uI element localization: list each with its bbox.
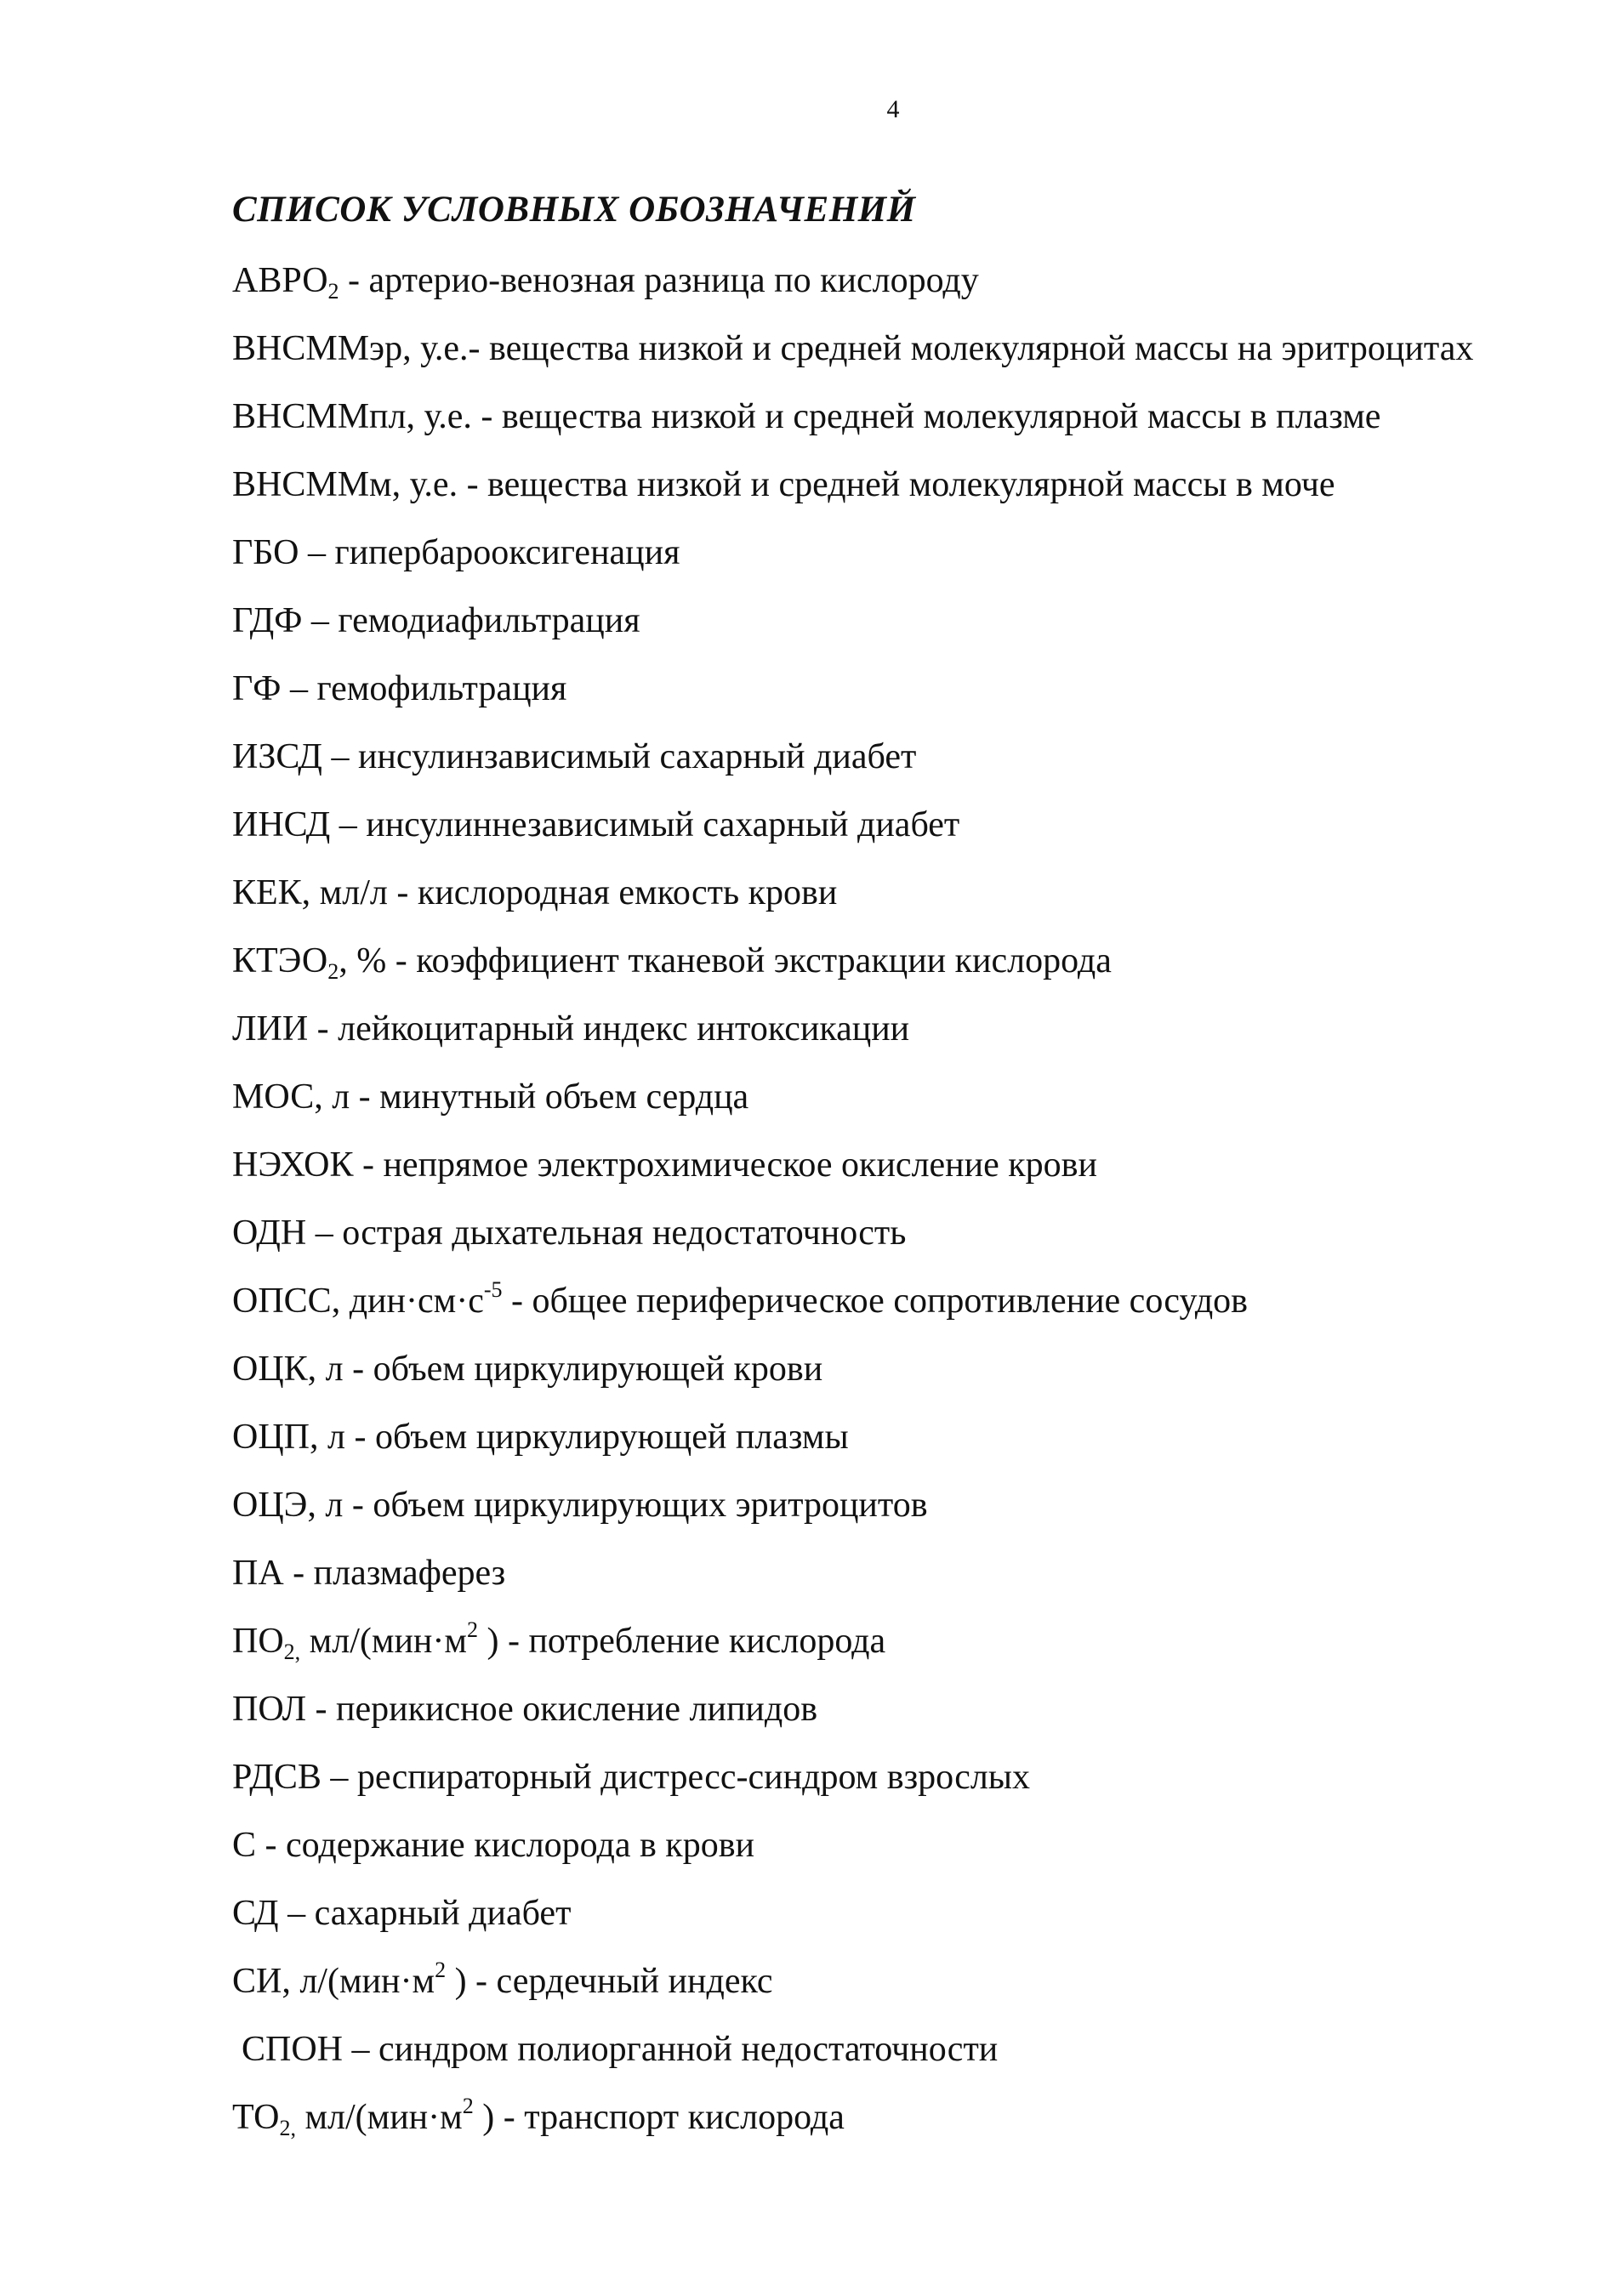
entry-text: ИНСД – инсулиннезависимый сахарный диабет — [232, 805, 960, 844]
list-item — [232, 1003, 1473, 1071]
entry-text: ) - транспорт кислорода — [473, 2098, 845, 2137]
entry-text: КТЭО — [232, 941, 328, 980]
abbreviation-list — [232, 255, 1473, 2160]
list-item — [232, 459, 1473, 527]
entry-subscript: 2 — [327, 279, 339, 304]
entry-text: - общее периферическое сопротивление сосудов — [502, 1282, 1249, 1321]
list-item — [232, 323, 1473, 391]
list-item — [232, 1071, 1473, 1139]
entry-text: ОЦП, л - объем циркулирующей плазмы — [232, 1418, 849, 1457]
list-item — [232, 1684, 1473, 1752]
list-item — [232, 1548, 1473, 1616]
entry-text: мл/(мин·м — [295, 2098, 463, 2137]
entry-text: ПА - плазмаферез — [232, 1554, 506, 1593]
entry-text: - артерио-венозная разница по кислороду — [339, 261, 979, 300]
entry-superscript: 2 — [462, 2094, 474, 2118]
list-item — [232, 2092, 1473, 2160]
entry-superscript: -5 — [483, 1277, 503, 1302]
entry-text: мл/(мин·м — [300, 1622, 467, 1661]
entry-text: ОЦЭ, л - объем циркулирующих эритроцитов — [232, 1486, 928, 1525]
list-item — [232, 1956, 1473, 2024]
list-item — [232, 527, 1473, 595]
list-item — [232, 731, 1473, 799]
entry-text: С - содержание кислорода в крови — [232, 1826, 755, 1865]
list-item — [232, 1208, 1473, 1276]
entry-text: ) - потребление кислорода — [477, 1622, 886, 1661]
entry-text: КЕК, мл/л - кислородная емкость крови — [232, 873, 838, 912]
entry-superscript: 2 — [466, 1617, 478, 1642]
entry-text: ПОЛ - перикисное окисление липидов — [232, 1690, 818, 1729]
entry-text: СПОН – синдром полиорганной недостаточности — [242, 2030, 999, 2069]
list-item — [232, 255, 1473, 323]
entry-subscript: 2, — [283, 1640, 301, 1664]
entry-text: НЭХОК - непрямое электрохимическое окисление крови — [232, 1145, 1097, 1185]
list-item — [232, 1820, 1473, 1888]
entry-text: ВНСММм, у.е. - вещества низкой и средней молекулярной массы в моче — [232, 465, 1335, 504]
list-item — [232, 867, 1473, 935]
list-item — [232, 595, 1473, 663]
list-item — [232, 1480, 1473, 1548]
entry-text: ОПСС, дин·см·с — [232, 1282, 484, 1321]
entry-text: МОС, л - минутный объем сердца — [232, 1077, 749, 1117]
entry-text: ВНСММпл, у.е. - вещества низкой и средней молекулярной массы в плазме — [232, 397, 1381, 436]
entry-subscript: 2 — [327, 959, 339, 984]
list-item — [232, 799, 1473, 867]
list-item — [232, 1139, 1473, 1208]
list-item — [232, 391, 1473, 459]
entry-text: ГДФ – гемодиафильтрация — [232, 601, 640, 640]
list-item — [232, 1888, 1473, 1956]
list-item — [232, 1344, 1473, 1412]
entry-text: ТО — [232, 2098, 280, 2137]
list-item — [232, 1752, 1473, 1820]
page-number: 4 — [886, 95, 900, 123]
entry-text: ОДН – острая дыхательная недостаточность — [232, 1213, 907, 1253]
entry-text: РДСВ – респираторный дистресс-синдром взрослых — [232, 1758, 1031, 1797]
entry-text: ГБО – гипербарооксигенация — [232, 533, 680, 572]
list-item — [232, 2024, 1473, 2092]
list-item — [232, 1616, 1473, 1684]
entry-text: ЛИИ - лейкоцитарный индекс интоксикации — [232, 1009, 910, 1049]
list-item — [232, 935, 1473, 1003]
entry-text: ГФ – гемофильтрация — [232, 669, 567, 708]
entry-text: , % - коэффициент тканевой экстракции кислорода — [339, 941, 1112, 980]
page-title: СПИСОК УСЛОВНЫХ ОБОЗНАЧЕНИЙ — [232, 190, 916, 230]
entry-text: ПО — [232, 1622, 284, 1661]
list-item — [232, 1276, 1473, 1344]
list-item — [232, 1412, 1473, 1480]
entry-subscript: 2, — [279, 2116, 296, 2140]
entry-text: ОЦК, л - объем циркулирующей крови — [232, 1350, 823, 1389]
entry-text: ВНСММэр, у.е.- вещества низкой и средней молекулярной массы на эритроцитах — [232, 329, 1474, 368]
entry-text: СИ, л/(мин·м — [232, 1962, 435, 2001]
entry-superscript: 2 — [435, 1958, 447, 1982]
entry-text: АВРО — [232, 261, 328, 300]
entry-text: ) - сердечный индекс — [446, 1962, 773, 2001]
list-item — [232, 663, 1473, 731]
entry-text: ИЗСД – инсулинзависимый сахарный диабет — [232, 737, 917, 776]
entry-text: СД – сахарный диабет — [232, 1894, 572, 1933]
